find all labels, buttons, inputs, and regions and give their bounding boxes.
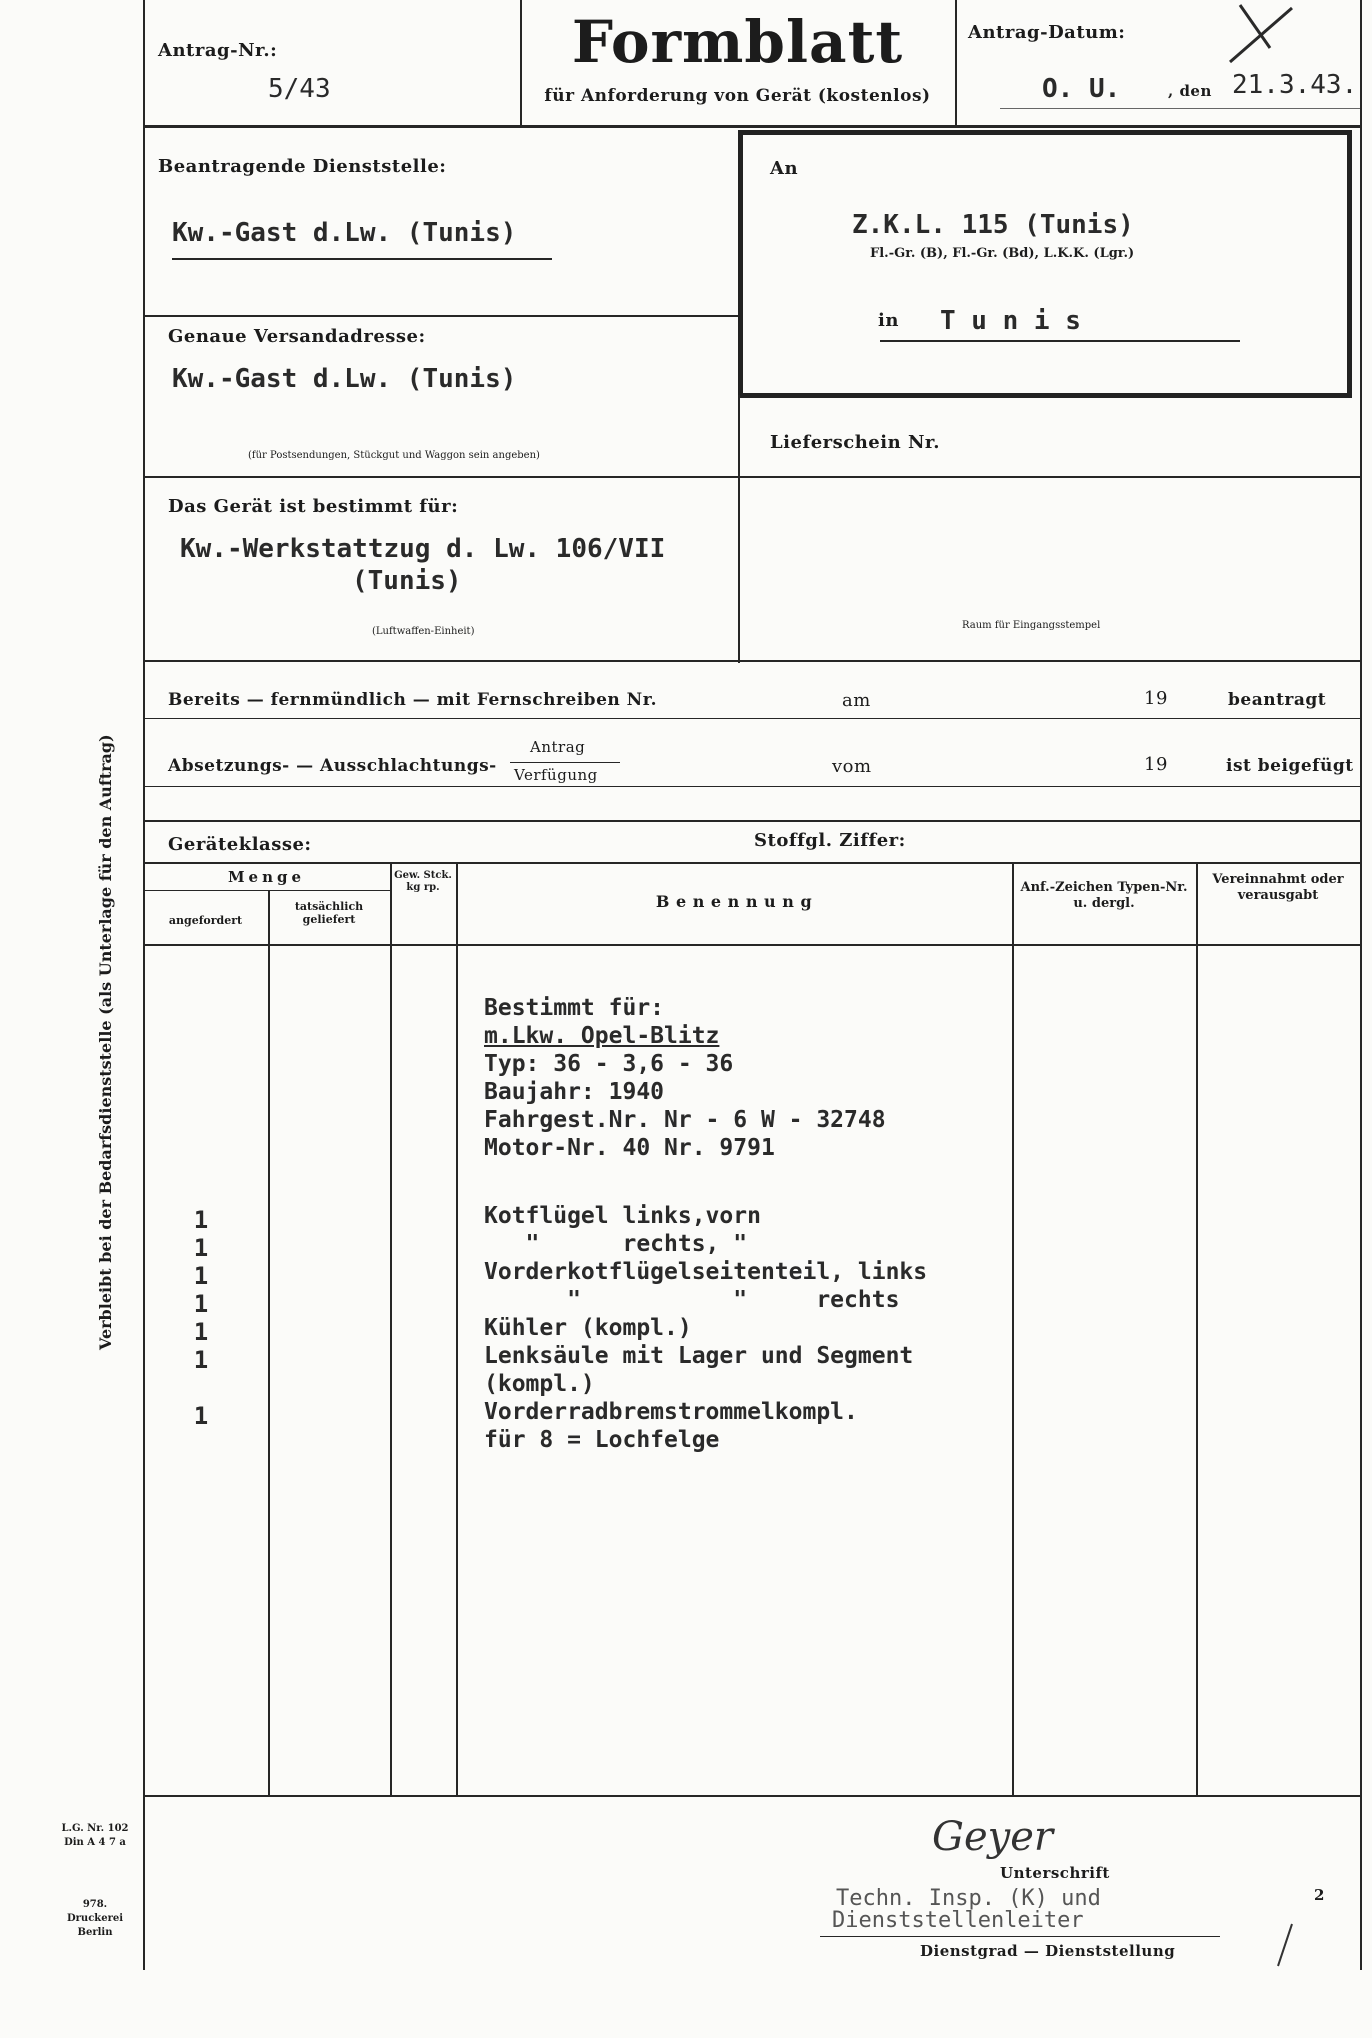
bereits-end: beantragt [1228,690,1327,710]
antrag-fraction-line [510,762,620,763]
antrag-nr-label: Antrag-Nr.: [158,40,278,61]
an-box [738,130,1352,398]
col-divider-1 [268,890,270,1795]
item-line: Kotflügel links,vorn [484,1203,761,1229]
geraete-bottom-line [143,862,1360,864]
bereits-am: am [842,690,871,711]
right-margin-line [1360,0,1362,1970]
stempel-note: Raum für Eingangsstempel [962,620,1101,631]
table-header-bottom [143,944,1360,946]
col-geliefert: tatsächlich geliefert [294,900,364,926]
bereits-year: 19 [1144,688,1168,709]
col-vereinnahmt: Vereinnahmt oder verausgabt [1212,872,1344,903]
absetzung-verfuegung: Verfügung [514,766,598,784]
qty-2: 1 [193,1234,209,1262]
item-line [484,1162,927,1202]
col-benennung: B e n e n n u n g [655,892,813,911]
datum-value: 21.3.43. [1232,70,1358,100]
dienstgrad-line [820,1936,1220,1937]
bereits-text: Bereits — fernmündlich — mit Fernschreiben Nr. [168,690,658,710]
lieferschein-label: Lieferschein Nr. [770,432,940,453]
item-line: Lenksäule mit Lager und Segment [484,1343,914,1369]
item-line: Vorderradbremstrommelkompl. [484,1399,858,1425]
item-description-block [484,994,927,1454]
qty-4: 1 [193,1290,209,1318]
slash-mark-icon [1270,1920,1300,1970]
absetzung-underline [143,786,1360,787]
an-in-value: T u n i s [940,306,1081,336]
qty-6: 1 [193,1346,209,1374]
qty-7: 1 [193,1402,209,1430]
absetzung-antrag: Antrag [530,738,586,756]
left-margin-line [143,0,145,1970]
den-label: , den [1168,82,1212,100]
ort-value: O. U. [1042,74,1121,104]
item-line: " rechts, " [484,1231,748,1257]
bereits-underline [143,718,1360,719]
an-in-label: in [878,310,899,331]
page-number: 2 [1314,1886,1325,1904]
item-line: m.Lkw. Opel-Blitz [484,1023,720,1049]
left-column-divider [738,395,740,663]
qty-1: 1 [193,1206,209,1234]
absetzung-vom: vom [832,756,872,777]
antrag-datum-label: Antrag-Datum: [968,22,1126,43]
absetzung-end: ist beigefügt [1226,756,1354,776]
beantragende-bottom-line [143,315,738,317]
col-angefordert: angefordert [168,914,243,927]
item-line: Kühler (kompl.) [484,1315,692,1341]
absetzung-year: 19 [1144,754,1168,775]
bestimmt-label: Das Gerät ist bestimmt für: [168,496,459,517]
signature: Geyer [932,1814,1054,1860]
an-label: An [770,158,799,179]
dienstgrad-label: Dienstgrad — Dienststellung [920,1942,1176,1960]
beantragende-value: Kw.-Gast d.Lw. (Tunis) [172,218,517,248]
datum-underline [1000,108,1360,109]
versand-value: Kw.-Gast d.Lw. (Tunis) [172,364,517,394]
header-bottom-line [143,125,1360,128]
col-divider-5 [1196,862,1198,1795]
cross-mark-icon [1220,0,1300,70]
qty-3: 1 [193,1262,209,1290]
stoffgl-label: Stoffgl. Ziffer: [754,830,906,851]
unterschrift-label: Unterschrift [1000,1864,1110,1882]
bestimmt-line2: (Tunis) [352,566,462,596]
item-line: Typ: 36 - 3,6 - 36 [484,1051,734,1077]
item-line: Bestimmt für: [484,995,665,1021]
antrag-nr-value: 5/43 [268,74,331,104]
corner-code: L.G. Nr. 102 Din A 4 7 a [61,1823,129,1848]
absetzung-text: Absetzungs- — Ausschlachtungs- [168,756,497,776]
col-zeichen: Anf.-Zeichen Typen-Nr. u. dergl. [1020,880,1188,911]
col-menge: Menge [227,868,306,886]
bestimmt-note: (Luftwaffen-Einheit) [372,626,475,637]
item-line: Vorderkotflügelseitenteil, links [484,1259,928,1285]
versand-note: (für Postsendungen, Stückgut und Waggon sein angeben) [248,450,540,461]
item-line: " " rechts [484,1287,900,1313]
bestimmt-line1: Kw.-Werkstattzug d. Lw. 106/VII [180,534,666,564]
stamp-line2: Dienststellenleiter [832,1908,1084,1933]
form-title: Formblatt [571,8,904,76]
geraeteklasse-label: Geräteklasse: [168,834,312,855]
header-divider-2 [955,0,957,125]
versand-label: Genaue Versandadresse: [168,326,426,347]
versand-bottom-line [143,476,1360,478]
corner-print: 978. Druckerei Berlin [66,1899,124,1938]
table-bottom-line [143,1795,1360,1797]
col-gewicht: Gew. Stck. kg rp. [394,870,452,893]
form-subtitle: für Anforderung von Gerät (kostenlos) [544,86,931,106]
col-divider-3 [456,862,458,1795]
an-line1: Z.K.L. 115 (Tunis) [852,210,1134,240]
bestimmt-bottom-line [143,660,1360,662]
item-line: Motor-Nr. 40 Nr. 9791 [484,1135,775,1161]
item-line: Fahrgest.Nr. Nr - 6 W - 32748 [484,1107,886,1133]
menge-sub-line [143,890,390,891]
item-line: Baujahr: 1940 [484,1079,665,1105]
an-line2: Fl.-Gr. (B), Fl.-Gr. (Bd), L.K.K. (Lgr.) [870,246,1135,261]
an-in-underline [880,340,1240,342]
geraete-top-line [143,820,1360,822]
stamp-line1: Techn. Insp. (K) und [836,1886,1101,1911]
item-line: (kompl.) [484,1371,595,1397]
col-divider-4 [1012,862,1014,1795]
qty-5: 1 [193,1318,209,1346]
col-divider-2 [390,862,392,1795]
beantragende-label: Beantragende Dienststelle: [158,156,447,177]
side-note: Verbleibt bei der Bedarfsdienststelle (als Unterlage für den Auftrag) [96,734,115,1350]
item-line: für 8 = Lochfelge [484,1427,720,1453]
beantragende-underline [172,258,552,260]
